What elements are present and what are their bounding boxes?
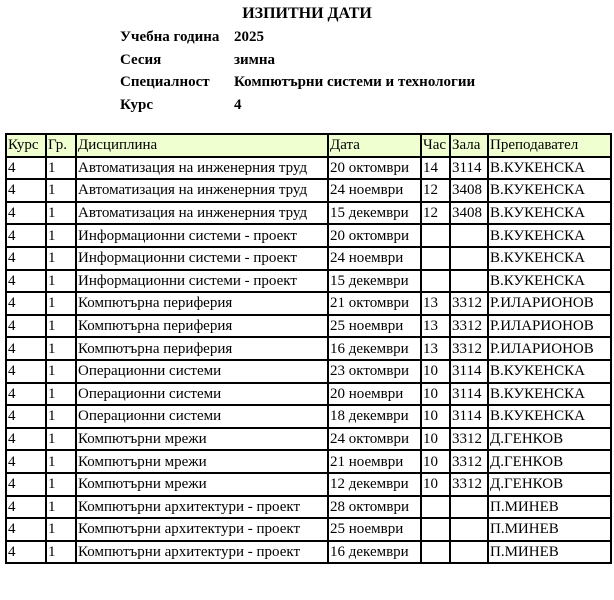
cell-room: 3114 — [450, 383, 488, 406]
cell-course: 4 — [6, 428, 46, 451]
cell-room: 3408 — [450, 202, 488, 225]
table-row — [6, 337, 611, 360]
cell-hour: 12 — [421, 179, 450, 202]
cell-date: 15 декември — [328, 202, 421, 225]
cell-course: 4 — [6, 450, 46, 473]
column-header-lecturer: Преподавател — [488, 134, 611, 157]
cell-group: 1 — [46, 518, 76, 541]
cell-discipline: Компютърна периферия — [76, 337, 328, 360]
table-header-row — [6, 134, 611, 157]
cell-discipline: Компютърна периферия — [76, 315, 328, 338]
cell-date: 15 декември — [328, 270, 421, 293]
cell-room: 3312 — [450, 292, 488, 315]
cell-lecturer: Р.ИЛАРИОНОВ — [488, 337, 611, 360]
cell-date: 20 ноември — [328, 383, 421, 406]
cell-lecturer: Р.ИЛАРИОНОВ — [488, 315, 611, 338]
table-row — [6, 315, 611, 338]
cell-date: 18 декември — [328, 405, 421, 428]
cell-course: 4 — [6, 292, 46, 315]
cell-group: 1 — [46, 337, 76, 360]
cell-room — [450, 247, 488, 270]
cell-room: 3312 — [450, 315, 488, 338]
cell-discipline: Операционни системи — [76, 405, 328, 428]
cell-group: 1 — [46, 360, 76, 383]
table-row — [6, 405, 611, 428]
table-row — [6, 360, 611, 383]
meta-label: Учебна година — [120, 29, 220, 46]
cell-hour: 13 — [421, 337, 450, 360]
cell-discipline: Информационни системи - проект — [76, 270, 328, 293]
table-row — [6, 428, 611, 451]
cell-lecturer: В.КУКЕНСКА — [488, 383, 611, 406]
cell-date: 20 октомври — [328, 224, 421, 247]
cell-date: 12 декември — [328, 473, 421, 496]
cell-hour — [421, 270, 450, 293]
cell-course: 4 — [6, 247, 46, 270]
table-row — [6, 157, 611, 180]
cell-group: 1 — [46, 179, 76, 202]
cell-discipline: Автоматизация на инженерния труд — [76, 157, 328, 180]
table-row — [6, 270, 611, 293]
meta-value: зимна — [234, 51, 276, 68]
table-row — [6, 202, 611, 225]
page-title: ИЗПИТНИ ДАТИ — [242, 5, 372, 22]
cell-date: 23 октомври — [328, 360, 421, 383]
cell-lecturer: В.КУКЕНСКА — [488, 405, 611, 428]
cell-hour: 14 — [421, 157, 450, 180]
cell-hour — [421, 247, 450, 270]
cell-room — [450, 496, 488, 519]
cell-lecturer: В.КУКЕНСКА — [488, 202, 611, 225]
table-row — [6, 224, 611, 247]
cell-course: 4 — [6, 202, 46, 225]
cell-group: 1 — [46, 157, 76, 180]
column-header-group: Гр. — [46, 134, 76, 157]
meta-value: 2025 — [234, 29, 264, 46]
cell-group: 1 — [46, 405, 76, 428]
meta-label: Сесия — [120, 51, 162, 68]
meta-row — [120, 49, 477, 72]
cell-hour — [421, 518, 450, 541]
cell-hour: 10 — [421, 473, 450, 496]
cell-date: 25 ноември — [328, 518, 421, 541]
cell-course: 4 — [6, 496, 46, 519]
cell-group: 1 — [46, 496, 76, 519]
cell-course: 4 — [6, 518, 46, 541]
table-row — [6, 518, 611, 541]
cell-group: 1 — [46, 428, 76, 451]
cell-lecturer: П.МИНЕВ — [488, 541, 611, 564]
column-header-course: Курс — [6, 134, 46, 157]
cell-course: 4 — [6, 315, 46, 338]
cell-date: 20 октомври — [328, 157, 421, 180]
cell-group: 1 — [46, 383, 76, 406]
cell-course: 4 — [6, 270, 46, 293]
cell-hour: 10 — [421, 450, 450, 473]
exam-dates-table — [5, 133, 612, 564]
meta-row — [120, 94, 477, 117]
cell-course: 4 — [6, 179, 46, 202]
cell-course: 4 — [6, 224, 46, 247]
table-row — [6, 450, 611, 473]
cell-room — [450, 224, 488, 247]
cell-discipline: Операционни системи — [76, 360, 328, 383]
meta-value: 4 — [234, 96, 242, 113]
table-row — [6, 383, 611, 406]
cell-group: 1 — [46, 270, 76, 293]
cell-group: 1 — [46, 541, 76, 564]
column-header-discipline: Дисциплина — [76, 134, 328, 157]
cell-lecturer: В.КУКЕНСКА — [488, 179, 611, 202]
cell-room: 3408 — [450, 179, 488, 202]
cell-discipline: Компютърни архитектури - проект — [76, 496, 328, 519]
meta-value: Компютърни системи и технологии — [234, 74, 476, 91]
cell-hour: 10 — [421, 405, 450, 428]
cell-room: 3114 — [450, 157, 488, 180]
cell-course: 4 — [6, 541, 46, 564]
cell-discipline: Компютърни архитектури - проект — [76, 541, 328, 564]
cell-course: 4 — [6, 473, 46, 496]
table-row — [6, 496, 611, 519]
cell-discipline: Информационни системи - проект — [76, 247, 328, 270]
meta-row — [120, 71, 477, 94]
cell-group: 1 — [46, 224, 76, 247]
cell-group: 1 — [46, 247, 76, 270]
cell-room — [450, 541, 488, 564]
cell-date: 16 декември — [328, 541, 421, 564]
cell-room: 3114 — [450, 405, 488, 428]
cell-discipline: Операционни системи — [76, 383, 328, 406]
cell-lecturer: В.КУКЕНСКА — [488, 224, 611, 247]
cell-room: 3114 — [450, 360, 488, 383]
cell-discipline: Компютърна периферия — [76, 292, 328, 315]
cell-group: 1 — [46, 315, 76, 338]
cell-lecturer: Р.ИЛАРИОНОВ — [488, 292, 611, 315]
cell-discipline: Компютърни архитектури - проект — [76, 518, 328, 541]
cell-course: 4 — [6, 157, 46, 180]
cell-course: 4 — [6, 360, 46, 383]
meta-label: Курс — [120, 96, 154, 113]
cell-date: 24 октомври — [328, 428, 421, 451]
cell-room: 3312 — [450, 450, 488, 473]
cell-lecturer: В.КУКЕНСКА — [488, 157, 611, 180]
meta-row — [120, 26, 477, 49]
cell-course: 4 — [6, 383, 46, 406]
cell-group: 1 — [46, 292, 76, 315]
cell-date: 21 октомври — [328, 292, 421, 315]
cell-hour: 10 — [421, 383, 450, 406]
cell-date: 16 декември — [328, 337, 421, 360]
cell-discipline: Компютърни мрежи — [76, 473, 328, 496]
cell-room — [450, 270, 488, 293]
cell-hour — [421, 224, 450, 247]
cell-discipline: Компютърни мрежи — [76, 428, 328, 451]
cell-lecturer: Д.ГЕНКОВ — [488, 450, 611, 473]
cell-date: 21 ноември — [328, 450, 421, 473]
table-row — [6, 179, 611, 202]
cell-lecturer: В.КУКЕНСКА — [488, 247, 611, 270]
cell-hour: 10 — [421, 428, 450, 451]
cell-hour: 10 — [421, 360, 450, 383]
column-header-date: Дата — [328, 134, 421, 157]
cell-room: 3312 — [450, 337, 488, 360]
table-row — [6, 541, 611, 564]
cell-lecturer: П.МИНЕВ — [488, 496, 611, 519]
column-header-room: Зала — [450, 134, 488, 157]
cell-lecturer: Д.ГЕНКОВ — [488, 473, 611, 496]
cell-discipline: Автоматизация на инженерния труд — [76, 202, 328, 225]
cell-discipline: Информационни системи - проект — [76, 224, 328, 247]
cell-hour — [421, 496, 450, 519]
cell-hour: 12 — [421, 202, 450, 225]
meta-label: Специалност — [120, 74, 210, 91]
table-row — [6, 473, 611, 496]
cell-date: 28 октомври — [328, 496, 421, 519]
exam-info — [120, 26, 477, 116]
cell-date: 24 ноември — [328, 247, 421, 270]
cell-discipline: Автоматизация на инженерния труд — [76, 179, 328, 202]
cell-course: 4 — [6, 337, 46, 360]
cell-course: 4 — [6, 405, 46, 428]
cell-group: 1 — [46, 473, 76, 496]
cell-group: 1 — [46, 450, 76, 473]
cell-discipline: Компютърни мрежи — [76, 450, 328, 473]
cell-lecturer: П.МИНЕВ — [488, 518, 611, 541]
cell-hour — [421, 541, 450, 564]
column-header-hour: Час — [421, 134, 450, 157]
cell-lecturer: Д.ГЕНКОВ — [488, 428, 611, 451]
table-row — [6, 247, 611, 270]
cell-room — [450, 518, 488, 541]
cell-date: 25 ноември — [328, 315, 421, 338]
table-row — [6, 292, 611, 315]
cell-lecturer: В.КУКЕНСКА — [488, 360, 611, 383]
cell-lecturer: В.КУКЕНСКА — [488, 270, 611, 293]
cell-group: 1 — [46, 202, 76, 225]
cell-room: 3312 — [450, 473, 488, 496]
cell-hour: 13 — [421, 292, 450, 315]
cell-hour: 13 — [421, 315, 450, 338]
cell-room: 3312 — [450, 428, 488, 451]
cell-date: 24 ноември — [328, 179, 421, 202]
